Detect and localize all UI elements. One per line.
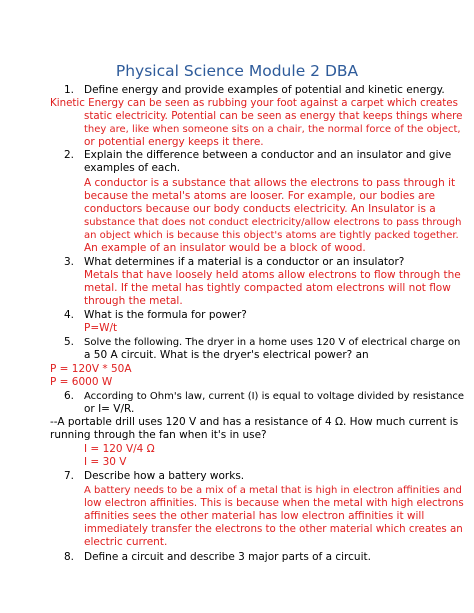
answer-line: P = 120V * 50A [50, 363, 132, 375]
item-number: 1. [64, 84, 75, 96]
question-line: Explain the difference between a conductor and an insulator and give [84, 149, 452, 161]
question-line: What determines if a material is a conductor or an insulator? [84, 256, 405, 268]
question-line: Solve the following. The dryer in a home uses 120 V of electrical charge on [84, 337, 461, 348]
question-line: What is the formula for power? [84, 309, 247, 321]
answer-line: because the metal's atoms are looser. For example, our bodies are [84, 190, 435, 202]
answer-line: I = 120 V/4 Ω [84, 443, 155, 455]
item-number: 6. [64, 390, 75, 402]
item-number: 4. [64, 309, 75, 321]
answer-line: P=W/t [84, 322, 118, 334]
answer-line: A conductor is a substance that allows the electrons to pass through it [84, 177, 456, 189]
answer-line: or potential energy keeps it there. [84, 136, 264, 148]
answer-line: through the metal. [84, 295, 183, 307]
answer-line: an object which is because this object's atoms are tightly packed together. [84, 230, 459, 241]
question-line: Define energy and provide examples of potential and kinetic energy. [84, 84, 445, 96]
answer-line: substance that does not conduct electricity/allow electrons to pass through [84, 217, 462, 228]
question-line: Describe how a battery works. [84, 470, 245, 482]
answer-line: P = 6000 W [50, 376, 113, 388]
item-number: 3. [64, 256, 75, 268]
item-number: 2. [64, 149, 75, 161]
question-line: Define a circuit and describe 3 major parts of a circuit. [84, 551, 371, 563]
page-title: Physical Science Module 2 DBA [115, 62, 359, 80]
answer-line: immediately transfer the electrons to the other material which creates an [84, 523, 463, 535]
answer-line: electric current. [84, 536, 168, 548]
answer-line: conductors because our body conducts electricity. An Insulator is a [84, 203, 436, 215]
answer-line: A battery needs to be a mix of a metal that is high in electron affinities and [84, 485, 462, 496]
question-line: running through the fan when it's in use? [50, 429, 267, 441]
answer-line: they are, like when someone sits on a chair, the normal force of the object, [84, 124, 461, 135]
question-line: --A portable drill uses 120 V and has a resistance of 4 Ω. How much current is [50, 416, 459, 428]
item-number: 5. [64, 336, 75, 348]
answer-line: Metals that have loosely held atoms allow electrons to flow through the [84, 269, 461, 281]
question-line: According to Ohm's law, current (I) is equal to voltage divided by resistance [84, 391, 465, 402]
answer-line: static electricity. Potential can be seen as energy that keeps things where [84, 110, 463, 122]
item-number: 7. [64, 470, 75, 482]
answer-line: Kinetic Energy can be seen as rubbing your foot against a carpet which creates [50, 97, 458, 109]
question-line: examples of each. [84, 162, 181, 174]
question-line: or I= V/R. [84, 403, 135, 415]
answer-line: I = 30 V [84, 456, 127, 468]
answer-line: An example of an insulator would be a block of wood. [84, 242, 366, 254]
question-line: a 50 A circuit. What is the dryer's electrical power? an [84, 349, 369, 361]
answer-line: low electron affinities. This is because when the metal with high electrons [84, 497, 464, 509]
answer-line: affinities sees the other material has low electron affinities it will [84, 510, 425, 522]
item-number: 8. [64, 551, 75, 563]
answer-line: metal. If the metal has tightly compacted atom electrons will not flow [84, 282, 451, 294]
